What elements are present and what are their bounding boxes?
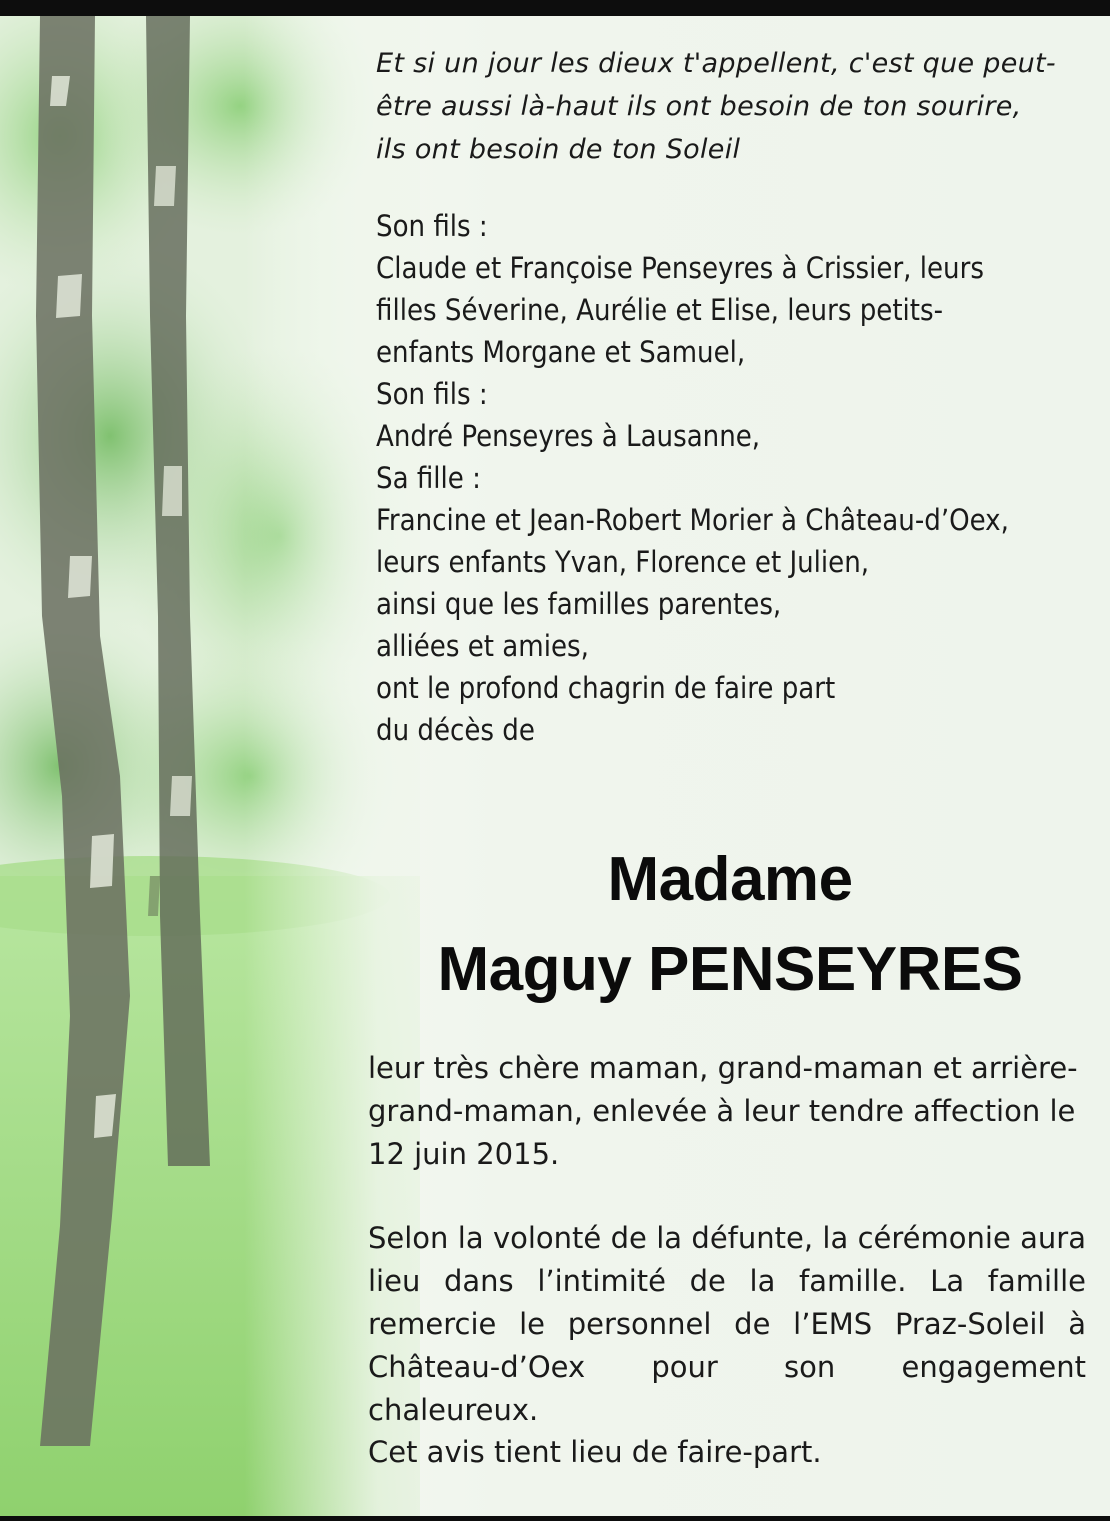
family-line: ainsi que les familles parentes, bbox=[376, 587, 782, 621]
family-line: Son fils : bbox=[376, 377, 488, 411]
family-line: du décès de bbox=[376, 713, 535, 747]
family-line: ont le profond chagrin de faire part bbox=[376, 671, 836, 705]
deceased-name-heading bbox=[350, 835, 1110, 1015]
deceased-name: Maguy PENSEYRES bbox=[437, 935, 1023, 1004]
tribute-text: leur très chère maman, grand-maman et arrière-grand-maman, enlevée à leur tendre affection le 12 juin 2015. bbox=[368, 1051, 1078, 1171]
family-announcement bbox=[376, 205, 1088, 751]
verse-line: ils ont besoin de ton Soleil bbox=[376, 134, 741, 165]
family-line: enfants Morgane et Samuel, bbox=[376, 335, 746, 369]
closing-text: Cet avis tient lieu de faire-part. bbox=[368, 1435, 822, 1469]
bottom-border bbox=[0, 1516, 1110, 1521]
poem-verse bbox=[376, 42, 1088, 171]
family-line: Francine et Jean-Robert Morier à Château-d’Oex, bbox=[376, 503, 1009, 537]
family-line: alliées et amies, bbox=[376, 629, 589, 663]
family-line: Claude et Françoise Penseyres à Crissier, leurs bbox=[376, 251, 984, 285]
family-line: Son fils : bbox=[376, 209, 488, 243]
family-line: leurs enfants Yvan, Florence et Julien, bbox=[376, 545, 870, 579]
verse-line: être aussi là-haut ils ont besoin de ton sourire, bbox=[376, 91, 1022, 122]
verse-line: Et si un jour les dieux t'appellent, c'est que peut- bbox=[376, 48, 1056, 79]
family-line: filles Séverine, Aurélie et Elise, leurs petits- bbox=[376, 293, 944, 327]
deceased-honorific: Madame bbox=[607, 845, 853, 914]
ceremony-text: Selon la volonté de la défunte, la cérémonie aura lieu dans l’intimité de la famille. La famille remercie le personnel de l’EMS Praz-Soleil à Château-d’Oex pour son engagement chaleureux. bbox=[368, 1221, 1086, 1427]
family-line: André Penseyres à Lausanne, bbox=[376, 419, 761, 453]
top-border bbox=[0, 0, 1110, 16]
family-line: Sa fille : bbox=[376, 461, 481, 495]
